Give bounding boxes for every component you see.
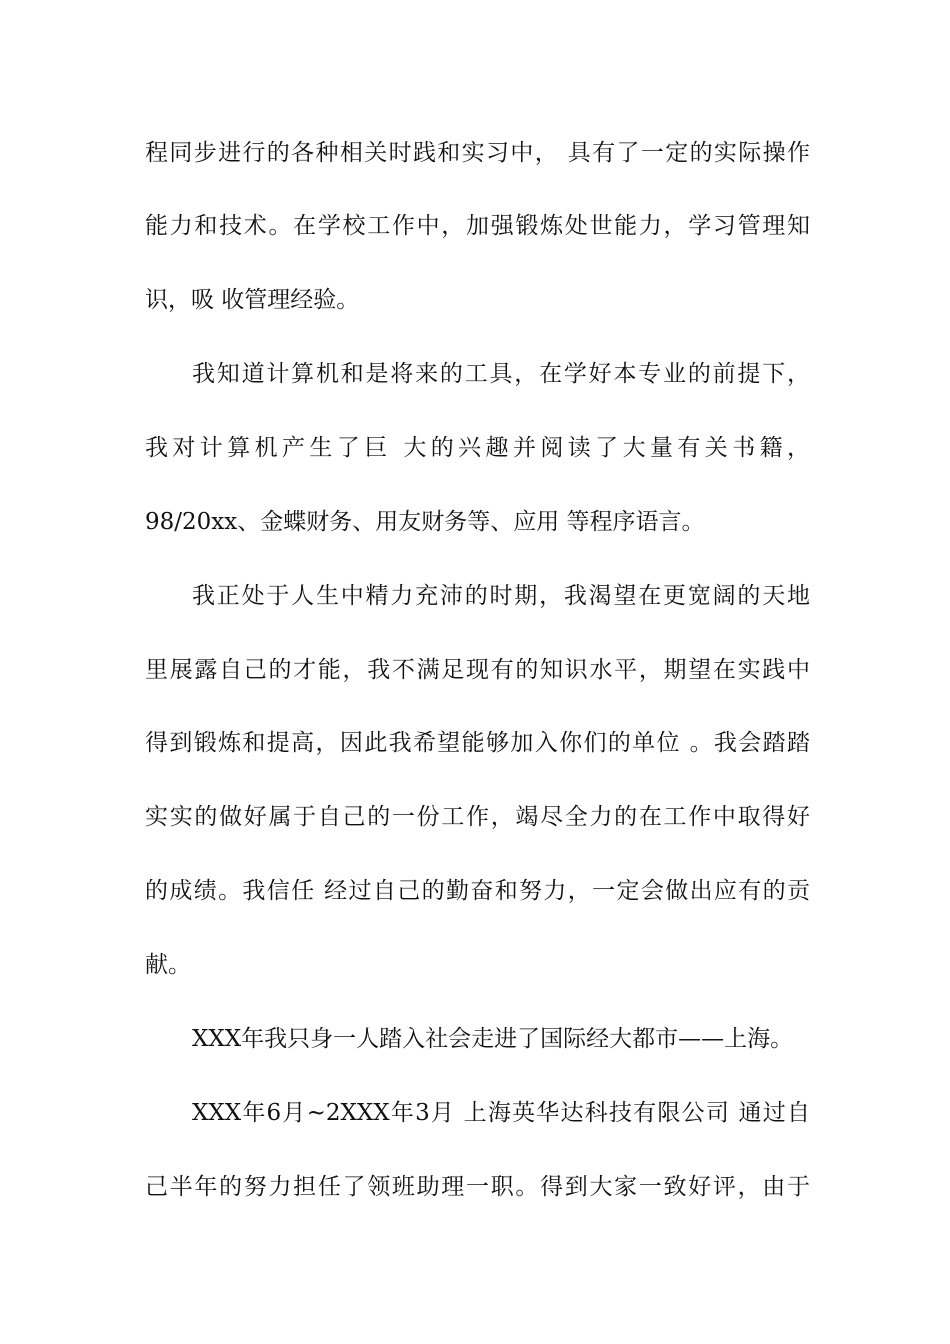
paragraph-first-line: 我知道计算机和是将来的工具，在学好本专业的前提下， [192,361,810,387]
text-line: 能力和技术。在学校工作中，加强锻炼处世能力，学习管理知 [145,213,810,239]
text-line: 里展露自己的才能，我不满足现有的知识水平，期望在实践中 [145,657,810,683]
text-line: 己半年的努力担任了领班助理一职。得到大家一致好评，由于 [145,1174,810,1200]
text-line: 献。 [145,952,191,978]
text-line: 实实的做好属于自己的一份工作，竭尽全力的在工作中取得好 [145,804,810,830]
paragraph-first-line: XXX年6月~2XXX年3月 上海英华达科技有限公司 通过自 [192,1100,810,1126]
text-line: 识，吸 收管理经验。 [145,287,360,313]
text-line: 我对计算机产生了巨 大的兴趣并阅读了大量有关书籍， [145,435,810,461]
text-line: 得到锻炼和提高，因此我希望能够加入你们的单位 。我会踏踏 [145,730,810,756]
paragraph-first-line: XXX年我只身一人踏入社会走进了国际经大都市——上海。 [192,1026,794,1052]
text-line: 程同步进行的各种相关时践和实习中， 具有了一定的实际操作 [145,140,810,166]
text-line: 98/20xx、金蝶财务、用友财务等、应用 等程序语言。 [145,509,705,535]
text-line: 的成绩。我信任 经过自己的勤奋和努力，一定会做出应有的贡 [145,878,810,904]
paragraph-first-line: 我正处于人生中精力充沛的时期，我渴望在更宽阔的天地 [192,583,810,609]
